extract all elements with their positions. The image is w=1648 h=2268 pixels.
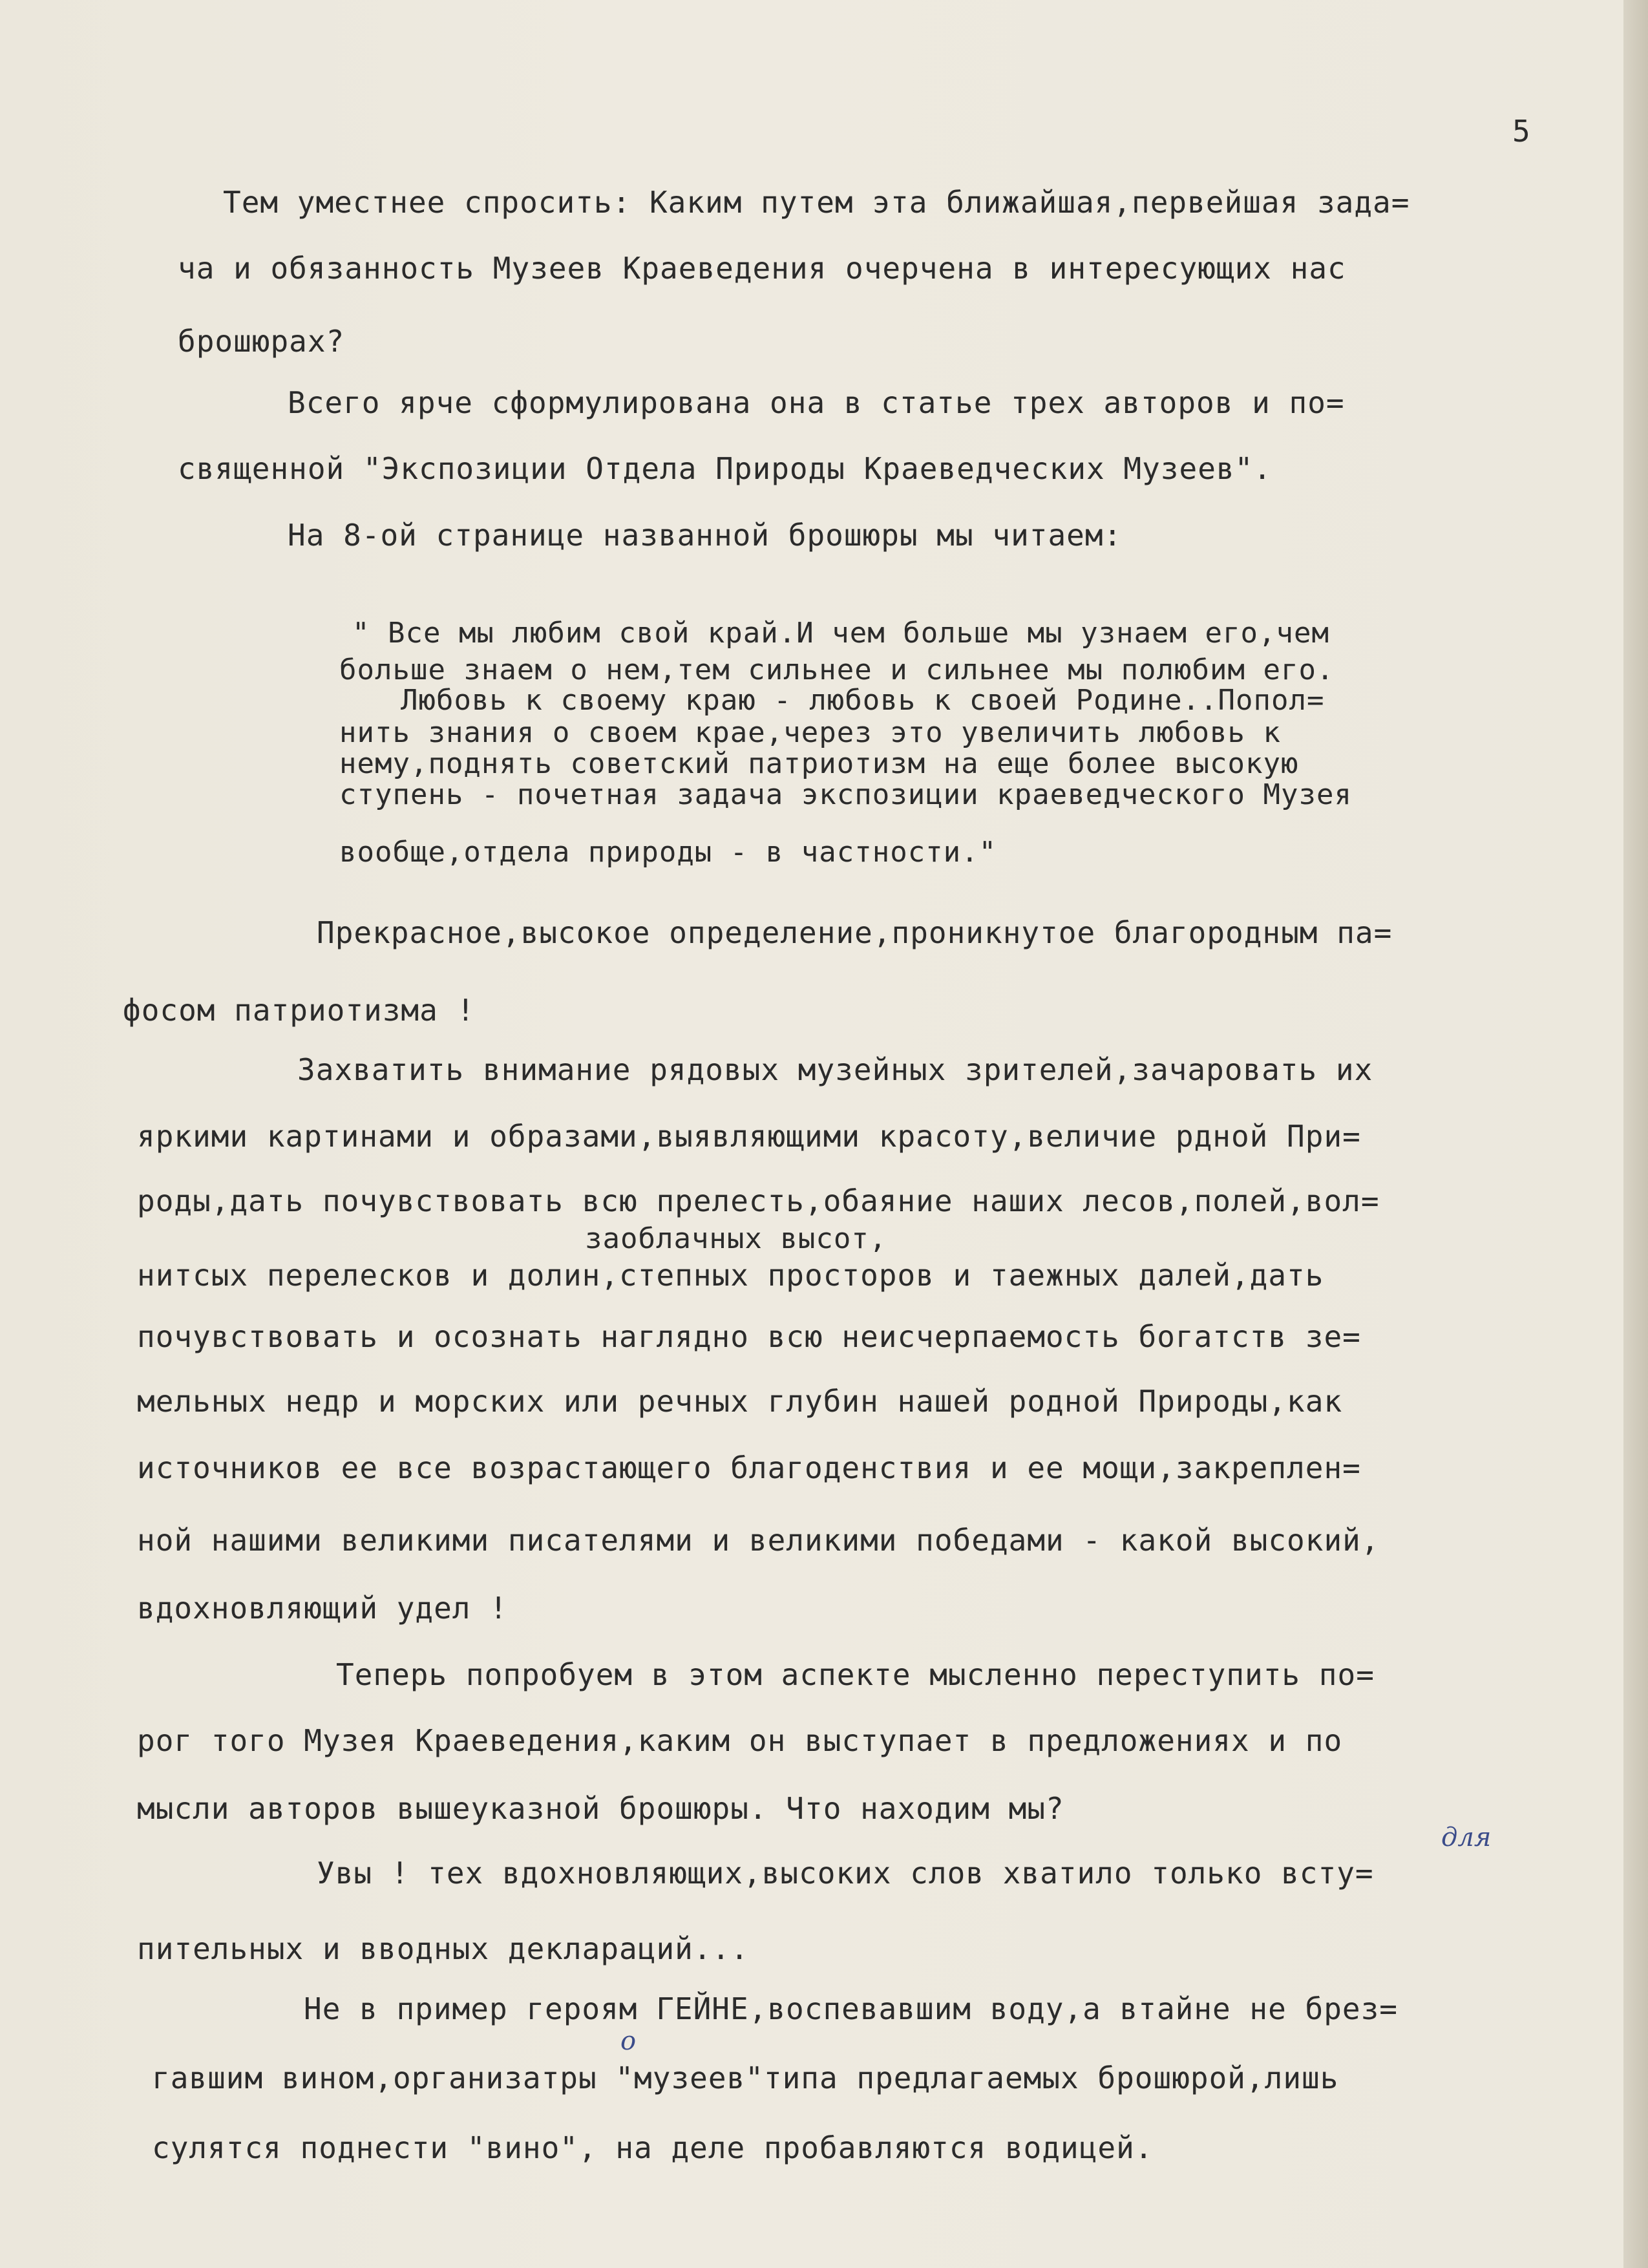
text-line-20: мысли авторов вышеуказной брошюры. Что находим мы?	[137, 1791, 1064, 1826]
text-line-10: яркими картинами и образами,выявляющими красоту,величие рдной При=	[137, 1119, 1361, 1154]
quote-line-4: нить знания о своем крае,через это увеличить любовь к	[339, 716, 1281, 749]
quote-line-3: Любовь к своему краю - любовь к своей Родине..Попол=	[401, 684, 1325, 717]
text-line-5: священной "Экспозиции Отдела Природы Краеведческих Музеев".	[178, 451, 1272, 486]
text-line-24: гавшим вином,организатры "музеев"типа предлагаемых брошюрой,лишь	[152, 2061, 1339, 2095]
text-line-23: Не в пример героям ГЕЙНЕ,воспевавшим воду,а втайне не брез=	[304, 1991, 1398, 2026]
quote-line-7: вообще,отдела природы - в частности."	[339, 836, 997, 869]
text-line-6: На 8-ой странице названной брошюры мы читаем:	[288, 518, 1123, 553]
quote-line-2: больше знаем о нем,тем сильнее и сильнее мы полюбим его.	[339, 653, 1335, 686]
text-line-7: Прекрасное,высокое определение,проникнутое благородным па=	[317, 915, 1393, 950]
handwritten-letter-o: о	[620, 2026, 637, 2056]
text-line-11: роды,дать почувствовать всю прелесть,обаяние наших лесов,полей,вол=	[137, 1183, 1380, 1218]
text-line-18: Теперь попробуем в этом аспекте мысленно переступить по=	[336, 1657, 1375, 1692]
quote-line-1: " Все мы любим свой край.И чем больше мы узнаем его,чем	[352, 617, 1329, 650]
text-line-14: мельных недр и морских или речных глубин нашей родной Природы,как	[137, 1384, 1343, 1419]
text-line-8: фосом патриотизма !	[123, 993, 476, 1028]
text-line-21: Увы ! тех вдохновляющих,высоких слов хватило только всту=	[317, 1856, 1374, 1891]
text-line-4: Всего ярче сформулирована она в статье трех авторов и по=	[288, 385, 1345, 420]
text-line-15: источников ее все возрастающего благоденствия и ее мощи,закреплен=	[137, 1450, 1361, 1485]
text-line-16: ной нашими великими писателями и великими победами - какой высокий,	[137, 1523, 1380, 1558]
text-line-1: Тем уместнее спросить: Каким путем эта ближайшая,первейшая зада=	[223, 185, 1410, 220]
page-number: 5	[1512, 114, 1531, 149]
quote-line-6: ступень - почетная задача экспозиции краеведческого Музея	[339, 778, 1352, 811]
text-line-2: ча и обязанность Музеев Краеведения очерчена в интересующих нас	[178, 251, 1346, 286]
text-line-9: Захватить внимание рядовых музейных зрителей,зачаровать их	[297, 1052, 1373, 1087]
text-line-25: сулятся поднести "вино", на деле пробавляются водицей.	[152, 2130, 1154, 2165]
text-line-19: рог того Музея Краеведения,каким он выступает в предложениях и по	[137, 1723, 1343, 1758]
text-line-3: брошюрах?	[178, 324, 345, 359]
text-line-13: почувствовать и осознать наглядно всю неисчерпаемость богатств зе=	[137, 1319, 1361, 1354]
quote-line-5: нему,поднять советский патриотизм на еще более высокую	[339, 747, 1299, 780]
text-line-22: пительных и вводных деклараций...	[137, 1931, 749, 1966]
text-line-17: вдохновляющий удел !	[137, 1591, 508, 1626]
handwritten-correction: для	[1441, 1823, 1492, 1852]
inserted-phrase: заоблачных высот,	[585, 1222, 887, 1255]
text-line-12: нитсых перелесков и долин,степных просторов и таежных далей,дать	[137, 1258, 1324, 1293]
page-edge	[1623, 0, 1648, 2268]
